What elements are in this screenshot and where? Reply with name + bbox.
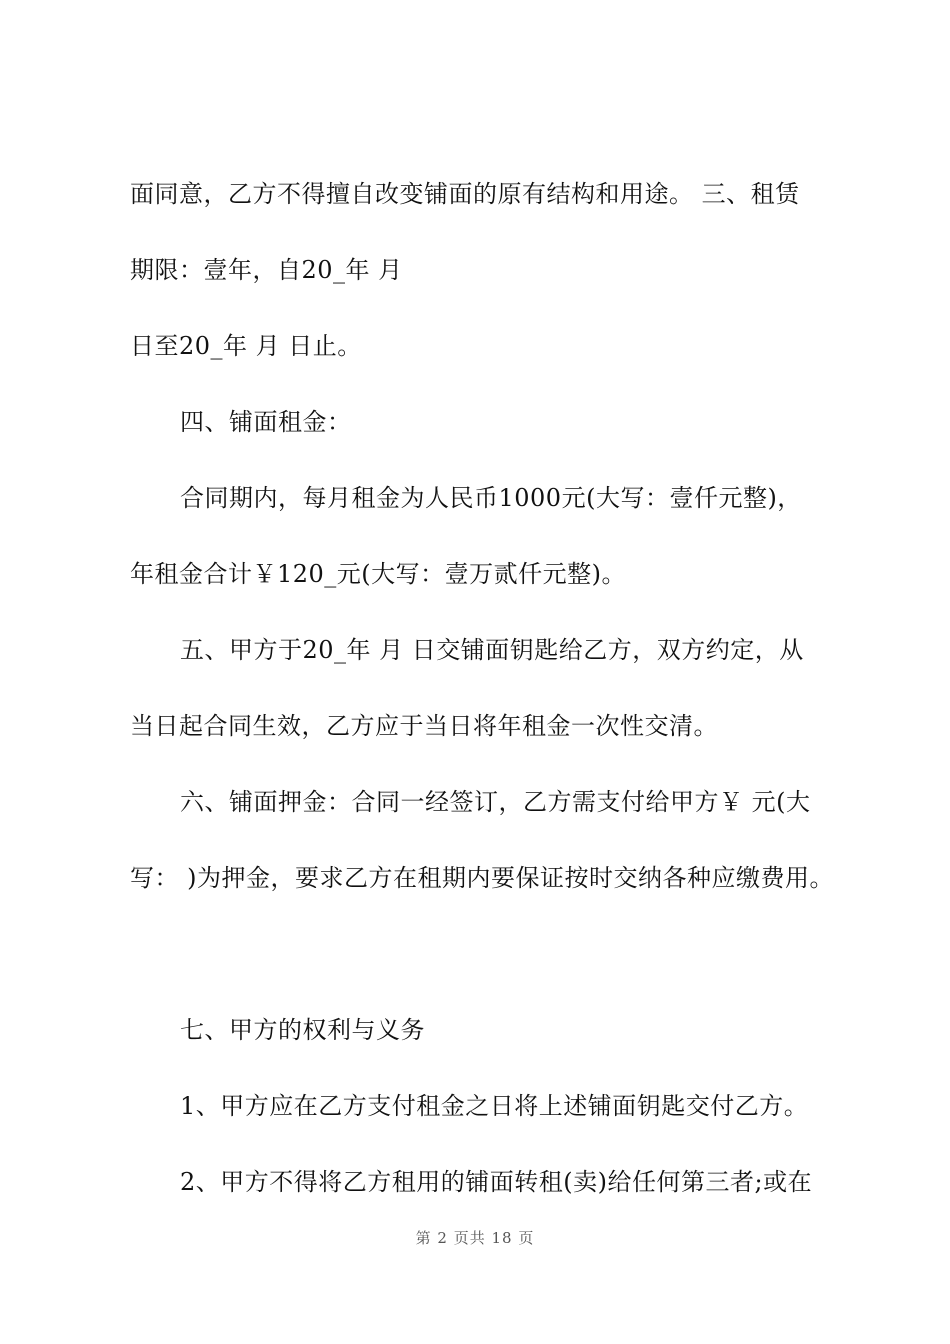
text-line-10: 写： )为押金，要求乙方在租期内要保证按时交纳各种应缴费用。 [130, 864, 834, 892]
text-line-3: 日至20_年 月 日止。 [130, 332, 362, 360]
text-line-1: 面同意，乙方不得擅自改变铺面的原有结构和用途。 三、租赁 [130, 180, 800, 208]
text-line-2: 期限：壹年，自20_年 月 [130, 256, 403, 284]
text-line-6: 年租金合计￥120_元(大写：壹万贰仟元整)。 [130, 560, 627, 588]
text-line-9: 六、铺面押金：合同一经签订，乙方需支付给甲方￥ 元(大 [180, 788, 811, 816]
text-line-8: 当日起合同生效，乙方应于当日将年租金一次性交清。 [130, 712, 718, 740]
text-line-5: 合同期内，每月租金为人民币1000元(大写：壹仟元整)， [180, 484, 802, 512]
page-number-footer: 第 2 页共 18 页 [415, 1229, 535, 1247]
text-line-13: 2、甲方不得将乙方租用的铺面转租(卖)给任何第三者;或在 [180, 1168, 813, 1196]
text-line-7: 五、甲方于20_年 月 日交铺面钥匙给乙方，双方约定，从 [180, 636, 804, 664]
section-heading-party-a: 七、甲方的权利与义务 [180, 1016, 425, 1044]
text-line-12: 1、甲方应在乙方支付租金之日将上述铺面钥匙交付乙方。 [180, 1092, 809, 1120]
section-heading-rent: 四、铺面租金： [180, 408, 352, 436]
